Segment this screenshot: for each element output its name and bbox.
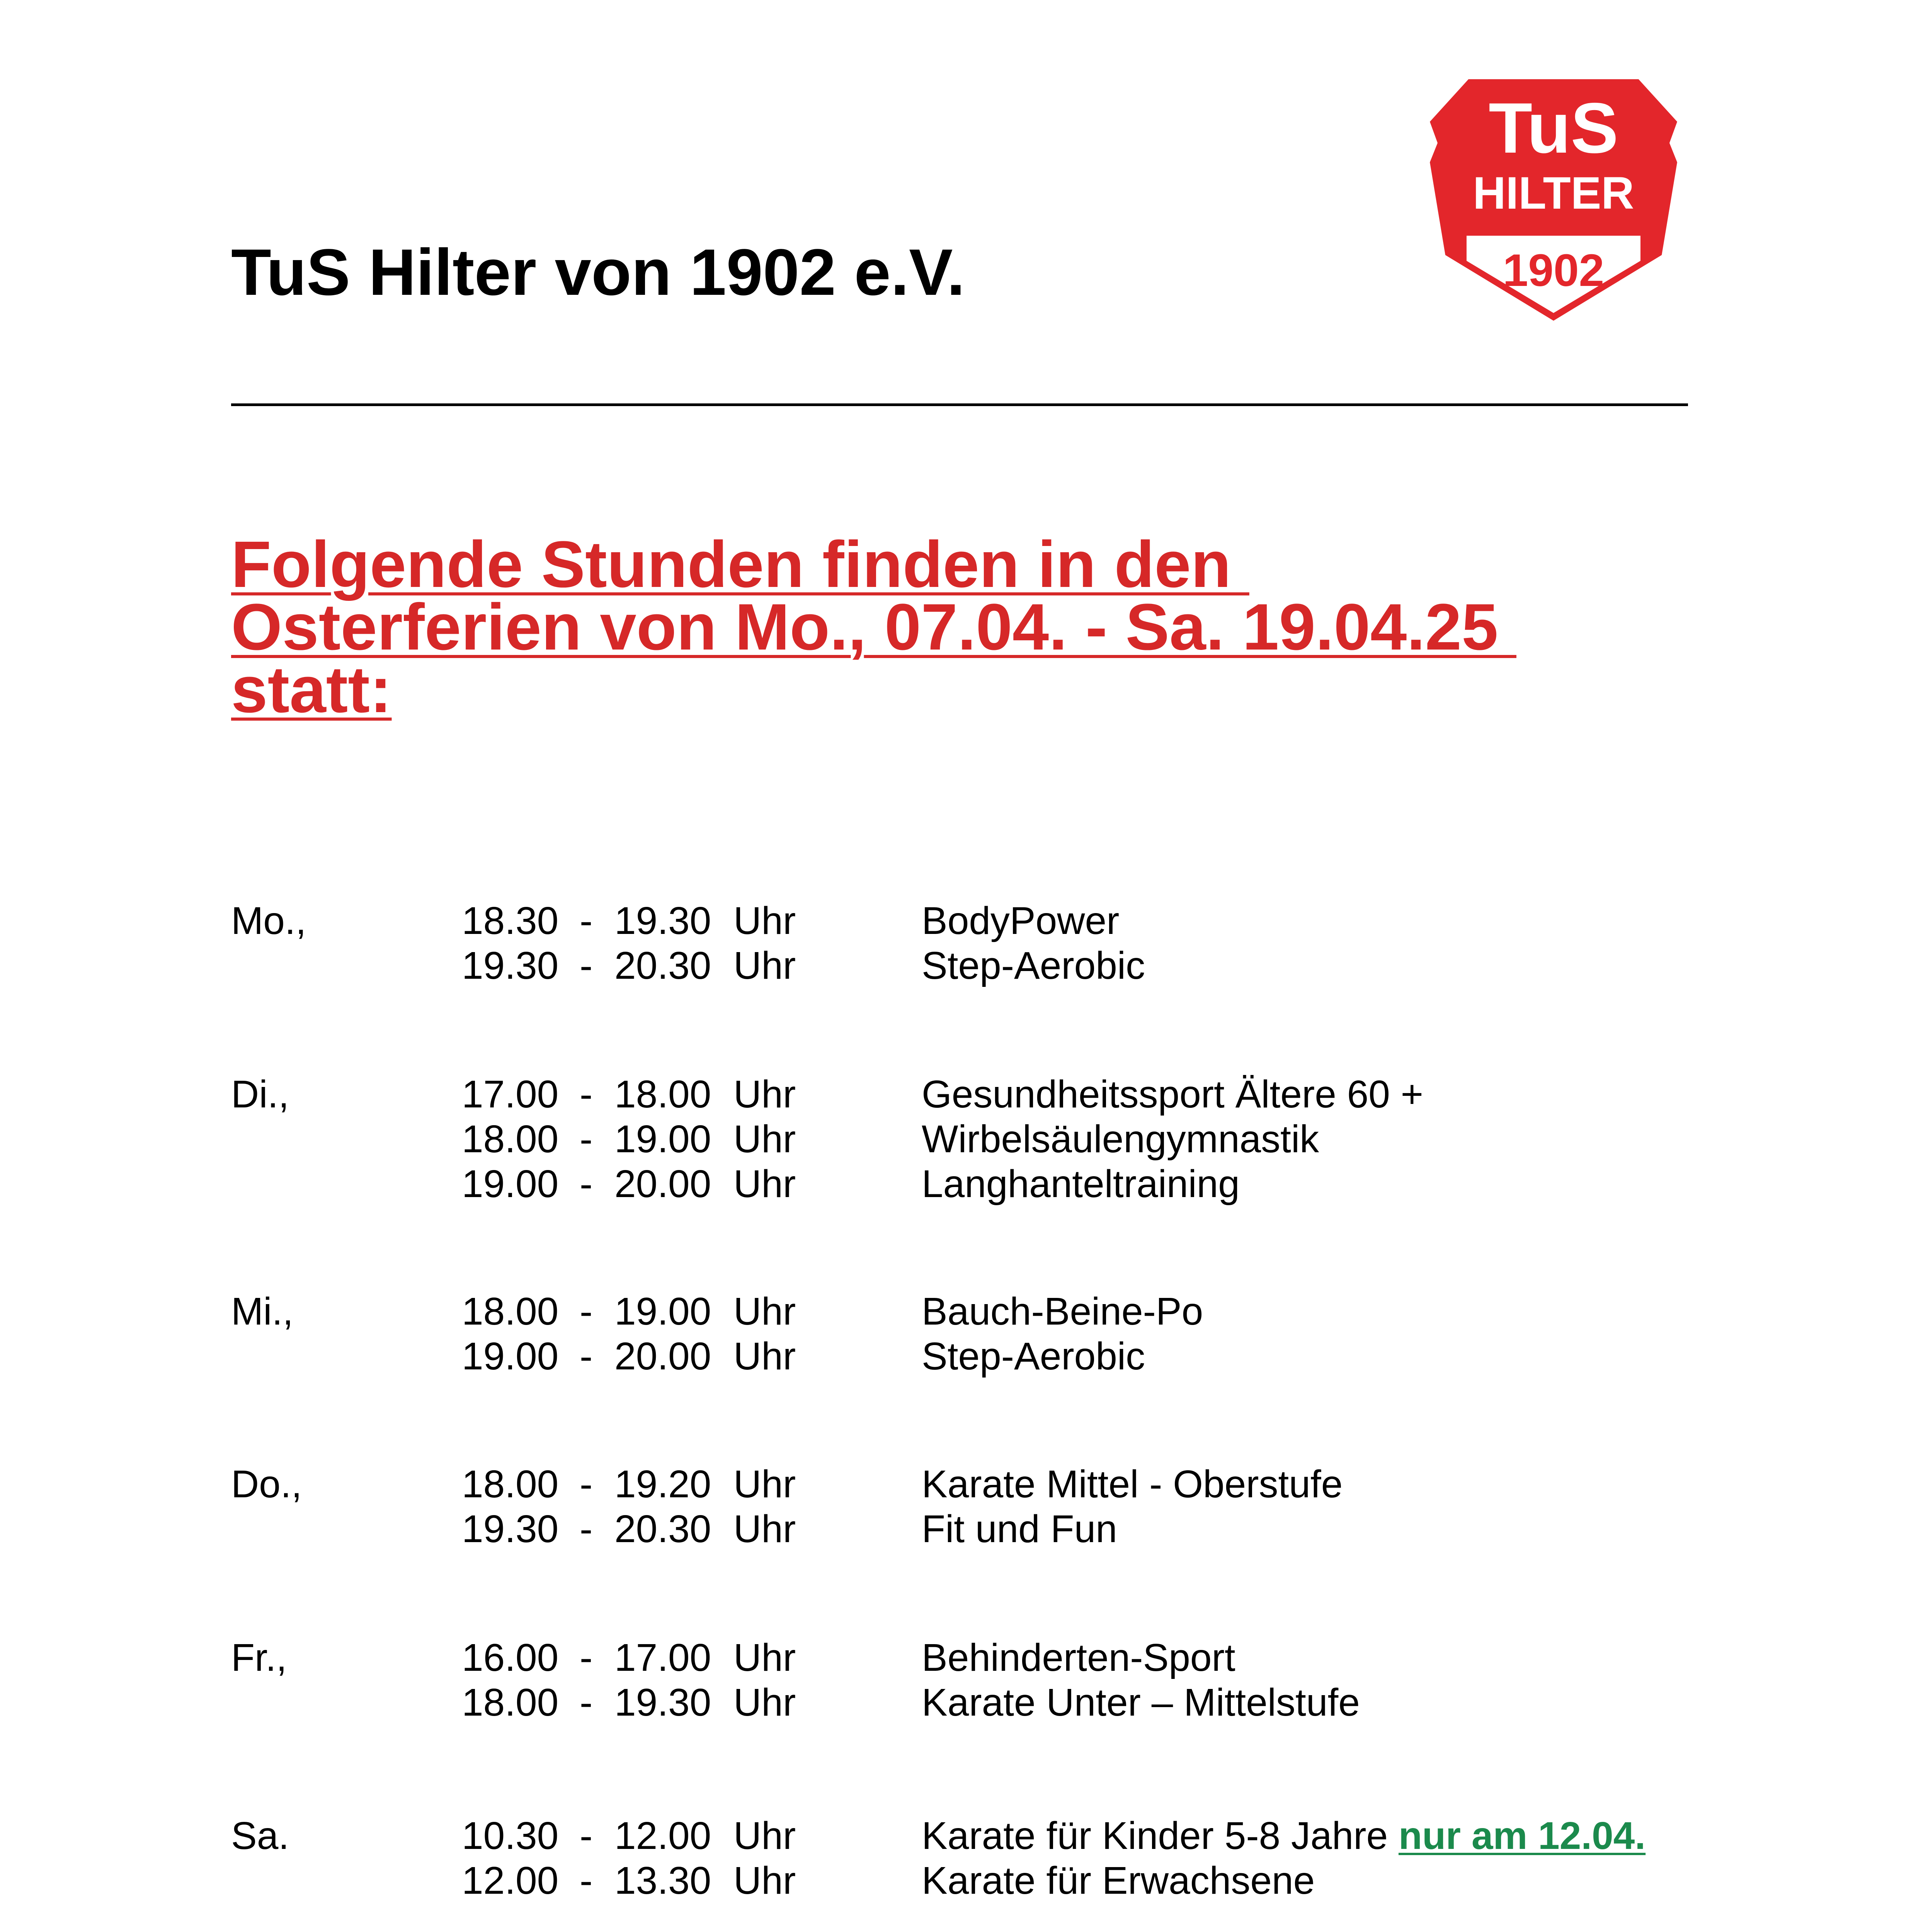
end-time: 12.00 — [614, 1814, 711, 1857]
time-dash: - — [580, 1463, 593, 1506]
start-time: 12.00 — [462, 1859, 559, 1902]
course-name: Step-Aerobic — [922, 944, 1145, 987]
time-unit: Uhr — [733, 1507, 796, 1551]
day-label: Fr., — [231, 1636, 287, 1679]
schedule-row — [0, 943, 1916, 988]
course-note: nur am 12.04. — [1398, 1814, 1646, 1857]
end-time: 20.30 — [614, 1507, 711, 1551]
schedule-row — [0, 1507, 1916, 1551]
course-name: BodyPower — [922, 899, 1120, 942]
day-label: Di., — [231, 1073, 289, 1116]
club-logo — [1430, 79, 1677, 323]
time-dash: - — [580, 899, 593, 942]
day-label: Sa. — [231, 1814, 289, 1857]
course-name: Karate für Erwachsene — [922, 1859, 1315, 1902]
time-dash: - — [580, 1162, 593, 1206]
logo-text-tus: TuS — [1489, 88, 1618, 168]
end-time: 18.00 — [614, 1073, 711, 1116]
headline-line-3: statt: — [231, 653, 392, 726]
time-unit: Uhr — [733, 1290, 796, 1333]
headline-line-2: Osterferien von Mo., 07.04. - Sa. 19.04.25 — [231, 590, 1516, 664]
time-dash: - — [580, 1073, 593, 1116]
headline — [231, 528, 1516, 726]
end-time: 19.20 — [614, 1463, 711, 1506]
schedule-row — [0, 1072, 1916, 1117]
course-name: Step-Aerobic — [922, 1335, 1145, 1378]
schedule-row — [0, 1813, 1916, 1858]
course-name: Behinderten-Sport — [922, 1636, 1235, 1679]
time-unit: Uhr — [733, 1814, 796, 1857]
start-time: 10.30 — [462, 1814, 559, 1857]
end-time: 19.00 — [614, 1290, 711, 1333]
course-name — [922, 1813, 1645, 1858]
time-unit: Uhr — [733, 899, 796, 942]
club-title: TuS Hilter von 1902 e.V. — [231, 236, 965, 309]
start-time: 18.00 — [462, 1290, 559, 1333]
start-time: 18.00 — [462, 1117, 559, 1161]
schedule-row — [0, 1462, 1916, 1507]
course-name: Langhanteltraining — [922, 1162, 1240, 1206]
schedule-row — [0, 1289, 1916, 1334]
logo-text-year: 1902 — [1503, 245, 1605, 296]
time-dash: - — [580, 944, 593, 987]
day-label: Do., — [231, 1463, 302, 1506]
end-time: 20.30 — [614, 944, 711, 987]
schedule-day-group — [0, 1462, 1916, 1551]
time-dash: - — [580, 1636, 593, 1679]
time-unit: Uhr — [733, 1859, 796, 1902]
time-dash: - — [580, 1117, 593, 1161]
course-name: Karate Unter – Mittelstufe — [922, 1681, 1360, 1724]
headline-line-1: Folgende Stunden finden in den — [231, 528, 1249, 601]
schedule-row — [0, 1334, 1916, 1379]
end-time: 17.00 — [614, 1636, 711, 1679]
schedule-day-group — [0, 1072, 1916, 1206]
day-label: Mo., — [231, 899, 306, 942]
day-label: Mi., — [231, 1290, 294, 1333]
time-unit: Uhr — [733, 944, 796, 987]
course-name: Fit und Fun — [922, 1507, 1117, 1551]
start-time: 19.00 — [462, 1335, 559, 1378]
start-time: 18.00 — [462, 1681, 559, 1724]
end-time: 20.00 — [614, 1162, 711, 1206]
schedule-day-group — [0, 1813, 1916, 1903]
end-time: 19.00 — [614, 1117, 711, 1161]
time-unit: Uhr — [733, 1463, 796, 1506]
time-dash: - — [580, 1335, 593, 1378]
schedule-row — [0, 1680, 1916, 1725]
time-dash: - — [580, 1681, 593, 1724]
schedule-row — [0, 1858, 1916, 1903]
time-unit: Uhr — [733, 1162, 796, 1206]
end-time: 20.00 — [614, 1335, 711, 1378]
schedule-row — [0, 1117, 1916, 1162]
start-time: 19.00 — [462, 1162, 559, 1206]
course-label: Karate für Kinder 5-8 Jahre — [922, 1814, 1399, 1857]
start-time: 17.00 — [462, 1073, 559, 1116]
logo-text-hilter: HILTER — [1473, 168, 1634, 219]
end-time: 13.30 — [614, 1859, 711, 1902]
time-dash: - — [580, 1507, 593, 1551]
time-unit: Uhr — [733, 1117, 796, 1161]
time-dash: - — [580, 1814, 593, 1857]
start-time: 19.30 — [462, 944, 559, 987]
course-name: Gesundheitssport Ältere 60 + — [922, 1073, 1423, 1116]
time-unit: Uhr — [733, 1335, 796, 1378]
time-unit: Uhr — [733, 1636, 796, 1679]
time-unit: Uhr — [733, 1681, 796, 1724]
schedule-row — [0, 1162, 1916, 1206]
schedule-row — [0, 898, 1916, 943]
header-divider — [231, 403, 1688, 406]
schedule-day-group — [0, 898, 1916, 988]
course-name: Wirbelsäulengymnastik — [922, 1117, 1319, 1161]
start-time: 19.30 — [462, 1507, 559, 1551]
schedule-day-group — [0, 1635, 1916, 1725]
course-name: Karate Mittel - Oberstufe — [922, 1463, 1343, 1506]
start-time: 18.00 — [462, 1463, 559, 1506]
schedule-day-group — [0, 1289, 1916, 1379]
end-time: 19.30 — [614, 1681, 711, 1724]
end-time: 19.30 — [614, 899, 711, 942]
course-name: Bauch-Beine-Po — [922, 1290, 1203, 1333]
time-dash: - — [580, 1290, 593, 1333]
time-unit: Uhr — [733, 1073, 796, 1116]
schedule-row — [0, 1635, 1916, 1680]
start-time: 18.30 — [462, 899, 559, 942]
time-dash: - — [580, 1859, 593, 1902]
start-time: 16.00 — [462, 1636, 559, 1679]
